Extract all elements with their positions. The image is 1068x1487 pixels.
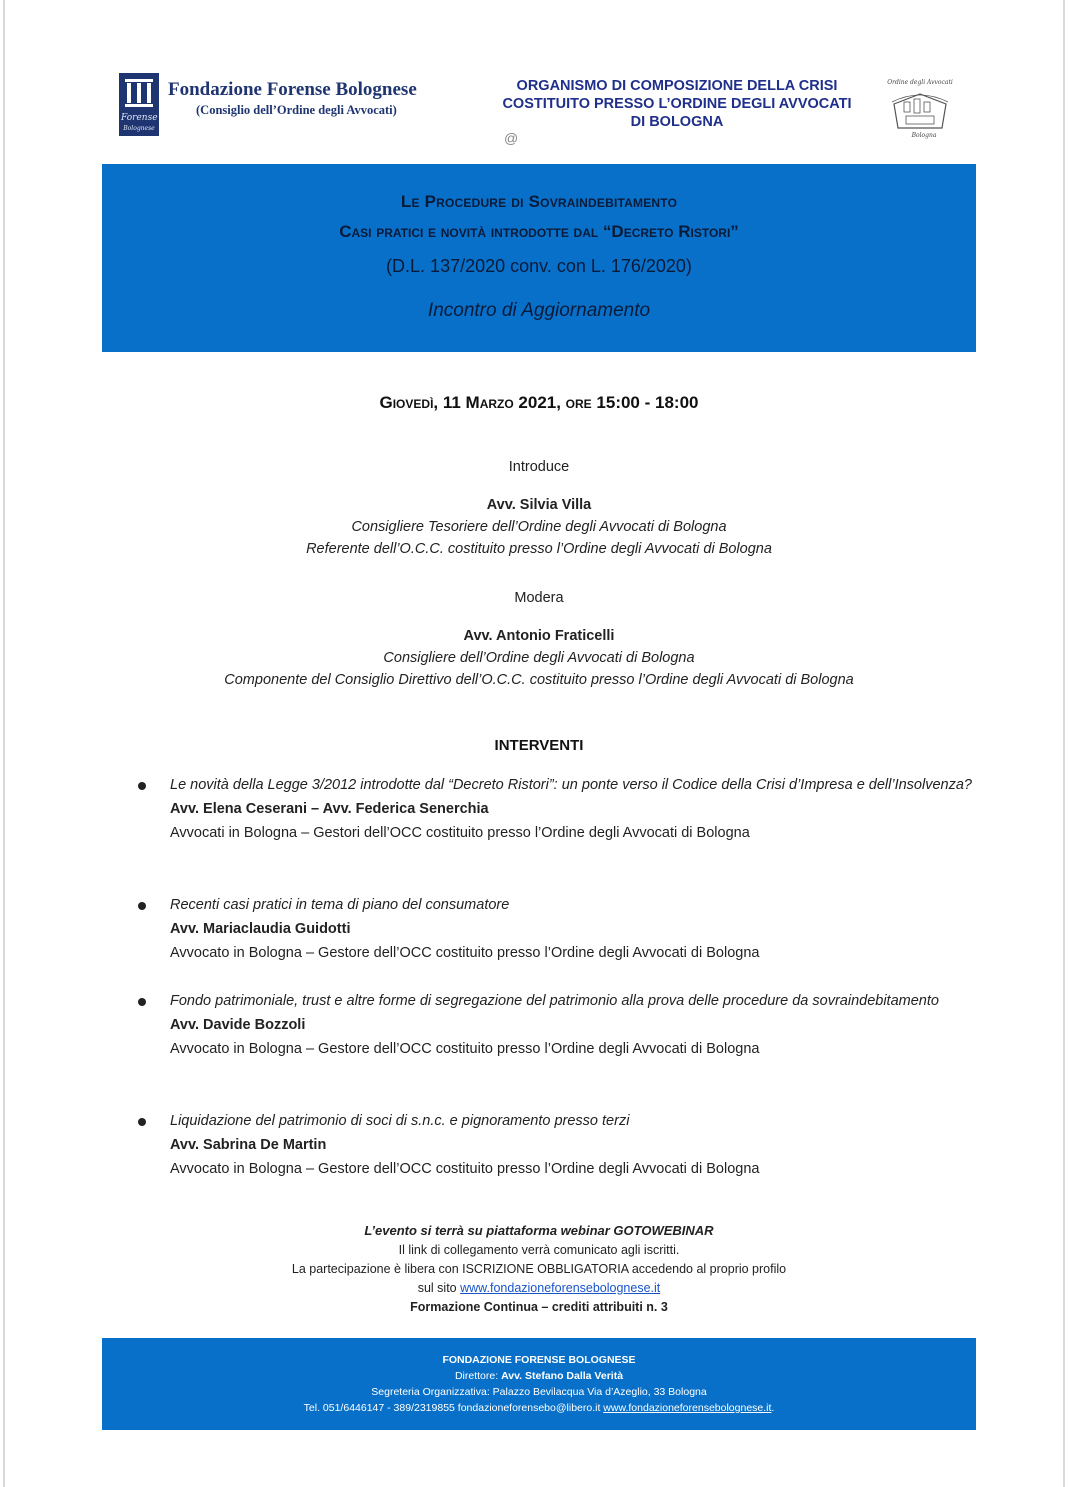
modera-name: Avv. Antonio Fraticelli <box>463 628 615 644</box>
footer-director-label: Direttore: <box>454 1370 502 1382</box>
intervento-speakers: Avv. Elena Ceserani – Avv. Federica Senerchia <box>170 801 489 817</box>
footer-secretariat: Segreteria Organizzativa: Palazzo Bevilacqua Via d’Azeglio, 33 Bologna <box>371 1386 707 1398</box>
intervento-item <box>170 893 975 965</box>
modera-label: Modera <box>514 590 564 606</box>
modera-role1: Consigliere dell’Ordine degli Avvocati di Bologna <box>383 650 695 666</box>
event-date: Giovedì, 11 Marzo 2021, ore 15:00 - 18:00 <box>379 393 699 412</box>
city-logo-icon <box>884 74 956 140</box>
footer-contacts <box>102 1402 976 1414</box>
intervento-topic: Le novità della Legge 3/2012 introdotte dal “Decreto Ristori”: un ponte verso il Codice della Crisi d’Impresa e dell’Insolvenza? <box>170 777 972 793</box>
intervento-speakers: Avv. Davide Bozzoli <box>170 1017 306 1033</box>
title-band <box>102 164 976 352</box>
intervento-role: Avvocati in Bologna – Gestori dell’OCC costituito presso l’Ordine degli Avvocati di Bologna <box>170 825 750 841</box>
intervento-speakers: Avv. Mariaclaudia Guidotti <box>170 921 351 937</box>
introduce-label: Introduce <box>508 459 570 475</box>
occ-title-line1: ORGANISMO DI COMPOSIZIONE DELLA CRISI <box>516 78 838 94</box>
introduce-role1: Consigliere Tesoriere dell’Ordine degli Avvocati di Bologna <box>351 519 727 535</box>
occ-title-line3: DI BOLOGNA <box>630 114 724 130</box>
ffb-logo-script: Forense <box>121 113 158 123</box>
modera-role2: Componente del Consiglio Direttivo dell’O.C.C. costituito presso l’Ordine degli Avvocati di Bologna <box>224 672 854 688</box>
intervento-topic: Recenti casi pratici in tema di piano del consumatore <box>170 897 510 913</box>
info-site-prefix: sul sito <box>417 1281 461 1295</box>
intervento-role: Avvocato in Bologna – Gestore dell’OCC costituito presso l’Ordine degli Avvocati di Bologna <box>170 1041 760 1057</box>
footer-director-name: Avv. Stefano Dalla Verità <box>501 1370 624 1382</box>
title-line2: Casi pratici e novità introdotte dal “Decreto Ristori” <box>339 222 739 241</box>
footer-org: FONDAZIONE FORENSE BOLOGNESE <box>442 1354 636 1366</box>
info-registration: La partecipazione è libera con ISCRIZIONE OBBLIGATORIA accedendo al proprio profilo <box>291 1262 787 1276</box>
footer-director <box>102 1370 976 1382</box>
info-credits: Formazione Continua – crediti attribuiti n. 3 <box>410 1300 668 1314</box>
info-site-link[interactable]: www.fondazioneforensebolognese.it <box>460 1281 661 1295</box>
footer-contacts-suffix: . <box>771 1402 775 1414</box>
footer-contacts-text: Tel. 051/6446147 - 389/2319855 fondazioneforensebo@libero.it <box>303 1402 604 1414</box>
footer-band <box>102 1338 976 1430</box>
intervento-role: Avvocato in Bologna – Gestore dell’OCC costituito presso l’Ordine degli Avvocati di Bologna <box>170 945 760 961</box>
title-line3: (D.L. 137/2020 conv. con L. 176/2020) <box>386 256 692 276</box>
title-line1: Le Procedure di Sovraindebitamento <box>400 192 678 211</box>
ffb-logo <box>119 73 159 136</box>
ffb-logo-script-small: Bolognese <box>123 125 155 132</box>
intervento-role: Avvocato in Bologna – Gestore dell’OCC costituito presso l’Ordine degli Avvocati di Bologna <box>170 1161 760 1177</box>
introduce-role2: Referente dell’O.C.C. costituito presso l’Ordine degli Avvocati di Bologna <box>306 541 772 557</box>
bullet-icon <box>138 998 146 1006</box>
bullet-icon <box>138 902 146 910</box>
ffb-subtitle: (Consiglio dell’Ordine degli Avvocati) <box>196 103 397 117</box>
intervento-topic: Liquidazione del patrimonio di soci di s.n.c. e pignoramento presso terzi <box>170 1113 630 1129</box>
ffb-name: Fondazione Forense Bolognese <box>168 79 417 100</box>
footer-site-link[interactable]: www.fondazioneforensebolognese.it <box>603 1402 772 1414</box>
info-platform: L’evento si terrà su piattaforma webinar GOTOWEBINAR <box>364 1223 714 1238</box>
city-logo-top-text: Ordine degli Avvocati <box>887 79 953 86</box>
interventi-title: INTERVENTI <box>494 737 584 754</box>
introduce-name: Avv. Silvia Villa <box>486 497 592 513</box>
at-icon: @ <box>504 130 519 146</box>
intervento-speakers: Avv. Sabrina De Martin <box>170 1137 327 1153</box>
intervento-item <box>170 989 975 1061</box>
city-logo-bottom-text: Bologna <box>911 132 937 139</box>
occ-title-line2: COSTITUITO PRESSO L’ORDINE DEGLI AVVOCATI <box>502 96 852 112</box>
intervento-item <box>170 773 975 845</box>
title-line4: Incontro di Aggiornamento <box>427 300 651 321</box>
intervento-item <box>170 1109 975 1181</box>
occ-title <box>470 77 884 131</box>
bullet-icon <box>138 1118 146 1126</box>
intervento-topic: Fondo patrimoniale, trust e altre forme di segregazione del patrimonio alla prova delle procedure da sovraindebitamento <box>170 993 939 1009</box>
info-link-notice: Il link di collegamento verrà comunicato agli iscritti. <box>398 1243 680 1257</box>
info-site-line <box>0 1281 1068 1295</box>
bullet-icon <box>138 782 146 790</box>
